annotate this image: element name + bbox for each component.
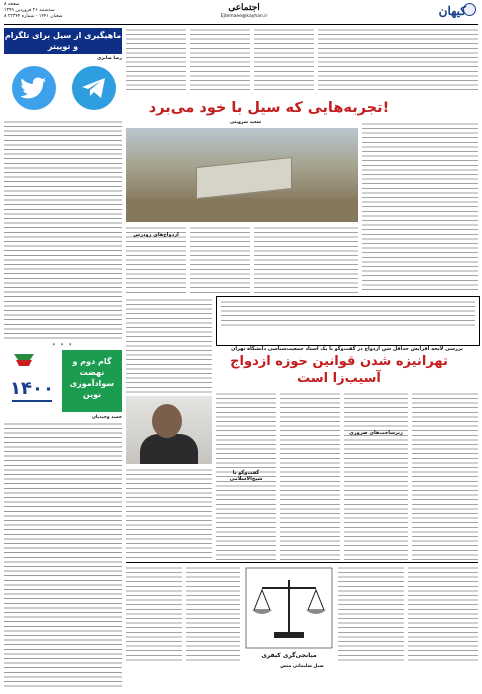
flood-col-3 xyxy=(254,226,358,294)
section-rule xyxy=(126,562,478,563)
social-icons xyxy=(4,62,122,116)
section-email[interactable]: Ejtemaee@kayhan.ir xyxy=(220,14,268,19)
kayhan-logo xyxy=(432,2,478,22)
headline-marriage-line2: آسیب‌زا است xyxy=(297,371,381,386)
subhead-a: ازدواج‌های زودرس xyxy=(133,232,179,238)
issue-meta xyxy=(4,2,62,20)
marriage-col-1 xyxy=(126,468,212,560)
sidebar-article2-text xyxy=(4,422,122,690)
bottom-col-3 xyxy=(338,566,404,662)
svg-text:۱۴۰۰: ۱۴۰۰ xyxy=(10,378,54,399)
section-title: اجتماعی xyxy=(228,3,260,13)
issue-number: ۸ شعبان ۱۴۴۱ - شماره ۲۲۳۴۴ xyxy=(4,14,63,19)
box-author: حمید وحیدیان xyxy=(92,415,122,420)
bottom-col-2 xyxy=(186,566,240,662)
green-feature-box: گام دوم و نهضت سوادآموزی نوین xyxy=(62,350,122,412)
issue-date: سه‌شنبه ۲۶ فروردین ۱۳۹۹ xyxy=(4,8,55,13)
headline-marriage-line1: تهرانیزه شدن قوانین حوزه ازدواج xyxy=(230,354,448,369)
interviewee-photo xyxy=(126,396,212,464)
article-col-2a xyxy=(190,28,250,94)
article-col-1a xyxy=(126,28,186,94)
logo-1400 xyxy=(4,350,60,412)
article-col-3a xyxy=(254,28,314,94)
marriage-col-5 xyxy=(412,392,478,560)
headline-flood: تجربه‌هایی که سیل با خود می‌برد! xyxy=(148,100,390,116)
left-sidebar xyxy=(4,28,122,690)
justice-scales-illustration xyxy=(244,566,334,666)
article-col-4a xyxy=(318,28,478,94)
marriage-col-4 xyxy=(344,392,408,560)
logo-text: کیهان xyxy=(438,4,466,18)
lead-box xyxy=(216,296,480,346)
subhead-b: زیرساخت‌های ضروری xyxy=(349,430,403,436)
flood-photo xyxy=(126,128,358,222)
flood-col-2 xyxy=(190,226,250,294)
flood-author: سعید شروینی xyxy=(230,120,262,125)
marriage-col-3 xyxy=(280,392,340,560)
page-header xyxy=(4,2,478,25)
sidebar-author: رضا صابری xyxy=(97,56,122,61)
person-head xyxy=(152,404,182,438)
lead-text xyxy=(221,300,475,326)
bottom-author: سیل سلیمانی منش xyxy=(280,664,324,669)
telegram-icon xyxy=(72,66,116,110)
flood-water xyxy=(126,198,358,222)
headline-marriage xyxy=(200,353,478,387)
marriage-kicker: بررسی لایحه افزایش حداقل سن ازدواج در گفت‌وگو با یک استاد جمعیت‌شناسی دانشگاه تهران xyxy=(231,346,463,352)
subhead-c: گفت‌وگو با شیخ‌الاسلامی xyxy=(229,470,263,482)
twitter-icon xyxy=(12,66,56,110)
page-number: صفحه ۸ xyxy=(4,2,20,7)
separator-stars: * * * xyxy=(52,343,74,349)
sidebar-article-text xyxy=(4,120,122,340)
sidebar-banner: ماهیگیری از سیل برای تلگرام و توییتر xyxy=(4,28,122,54)
flood-article-right xyxy=(362,122,478,292)
illustration-label: میانجی‌گری کیفری xyxy=(261,652,317,659)
bottom-col-4 xyxy=(408,566,478,662)
collapsed-bridge xyxy=(196,157,292,199)
bottom-col-1 xyxy=(126,566,182,662)
person-body xyxy=(140,434,198,464)
